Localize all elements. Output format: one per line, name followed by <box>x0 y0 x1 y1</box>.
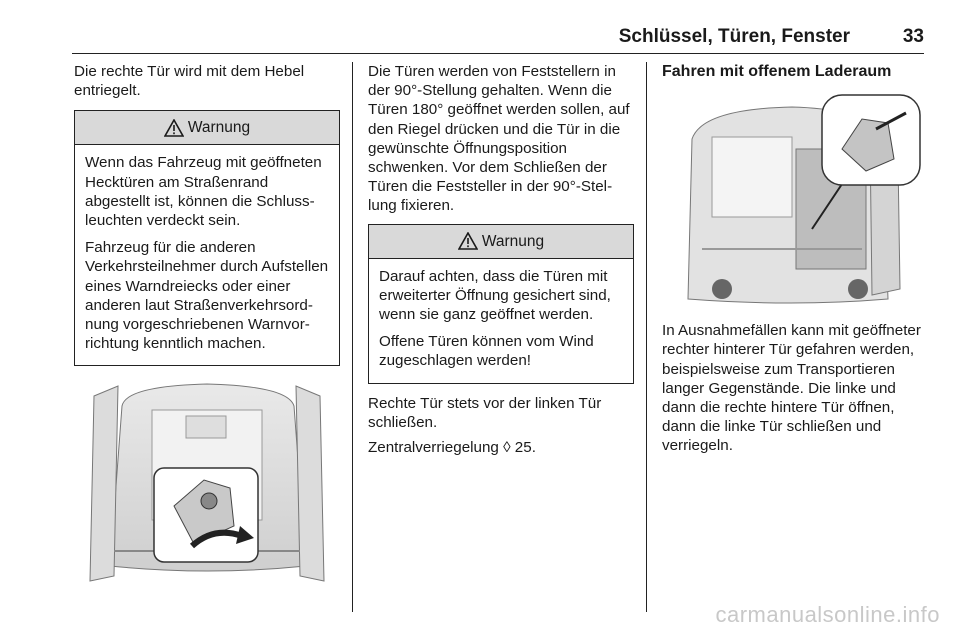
body-text: Rechte Tür stets vor der linken Tür schließen. <box>368 394 602 431</box>
van-rear-latch-illustration <box>74 376 340 596</box>
column-3 <box>662 62 928 462</box>
page-title: Schlüssel, Türen, Fenster <box>618 26 850 47</box>
column-divider <box>646 62 647 612</box>
warning-text: Offene Türen können vom Wind zugeschlagen werden! <box>379 333 594 370</box>
warning-text: Darauf achten, dass die Türen mit erweiterter Öffnung gesichert sind, wenn sie ganz geöffnet werden. <box>379 267 611 324</box>
intro-text: Die Türen werden von Feststellern in der 90°-Stellung gehalten. Wenn die Türen 180° geöffnet werden sollen, auf den Riegel drücken und die Tür in die gewünschte Öffnungsposition schwenken. Vor dem Schließen der Türen die Feststeller in der 90°-Stellung fixieren. <box>368 63 630 215</box>
column-divider <box>352 62 353 612</box>
column-2 <box>368 62 634 463</box>
section-heading: Fahren mit offenem Laderaum <box>662 63 892 80</box>
warning-text: Wenn das Fahrzeug mit geöffneten Hecktüren am Straßenrand abgestellt ist, können die Schlussleuchten verdeckt sein. <box>85 154 322 230</box>
warning-header <box>369 225 633 259</box>
van-open-cargo-illustration <box>662 89 928 309</box>
warning-triangle-icon <box>164 119 184 137</box>
warning-triangle-icon <box>458 232 478 250</box>
column-1 <box>74 62 340 596</box>
warning-title: Warnung <box>481 232 545 250</box>
warning-title: Warnung <box>187 119 251 137</box>
body-text: Zentralverriegelung ◊ 25. <box>368 439 536 457</box>
page-number: 33 <box>902 26 924 47</box>
warning-text: Fahrzeug für die anderen Verkehrsteilnehmer durch Aufstellen eines Warndreiecks oder einer anderen laut Straßenverkehrsordnung vorgeschriebenen Warnvorrichtung kenntlich machen. <box>85 239 329 353</box>
page-header <box>72 22 924 54</box>
warning-box <box>368 224 634 384</box>
warning-box <box>74 110 340 366</box>
intro-text: Die rechte Tür wird mit dem Hebel entriegelt. <box>74 63 305 100</box>
warning-header <box>75 111 339 145</box>
watermark: carmanualsonline.info <box>715 602 940 627</box>
body-text: In Ausnahmefällen kann mit geöffneter rechter hinterer Tür gefahren werden, beispielsweise zum Transportieren langer Gegenstände. Die linke und dann die rechte hintere Tür öffnen, dann die linke Tür schließen und verriegeln. <box>662 322 921 455</box>
